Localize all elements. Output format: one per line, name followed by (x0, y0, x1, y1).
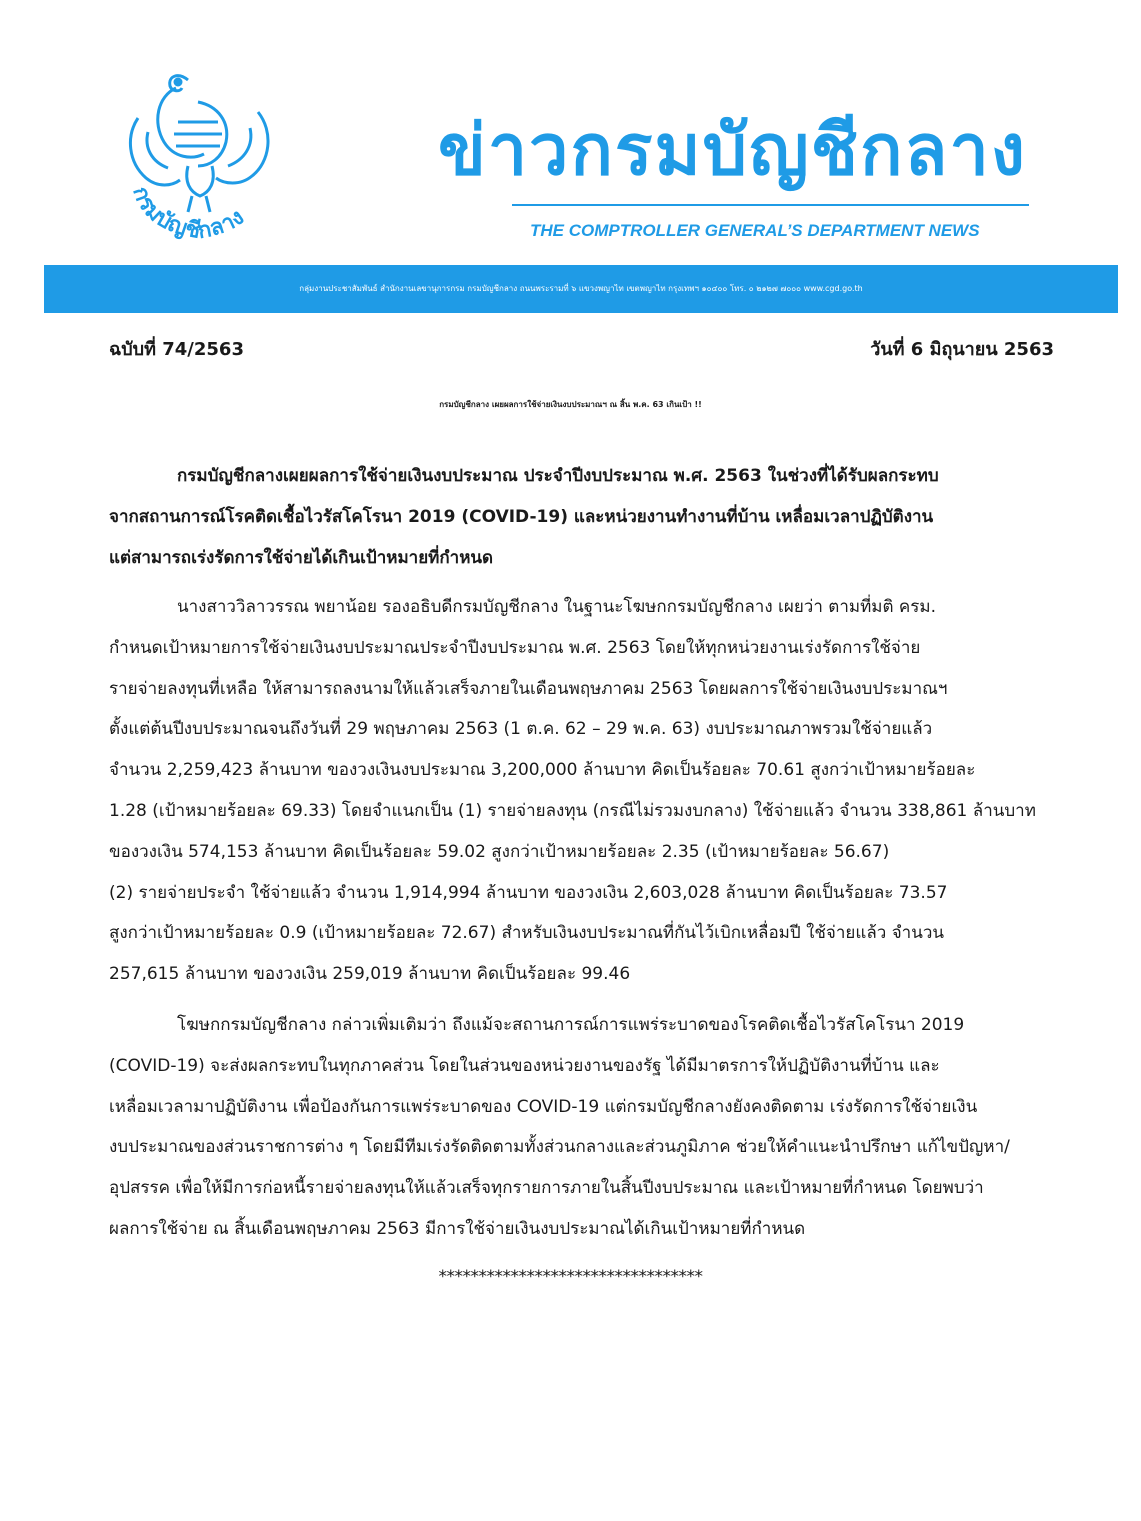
masthead-title: ข่าวกรมบัญชีกลาง (438, 109, 1027, 191)
issue-number: ฉบับที่ 74/2563 (109, 339, 244, 360)
paragraph-line: (2) รายจ่ายประจำ ใช้จ่ายแล้ว จำนวน 1,914,994 ล้านบาท ของวงเงิน 2,603,028 ล้านบาท คิดเป็นร้อยละ 73.57 (109, 882, 948, 903)
logo-text: กรมบัญชีกลาง (127, 183, 249, 244)
paragraph-line: โฆษกกรมบัญชีกลาง กล่าวเพิ่มเติมว่า ถึงแม้จะสถานการณ์การแพร่ระบาดของโรคติดเชื้อไวรัสโคโรนา 2019 (177, 1015, 965, 1035)
paragraph-line: จำนวน 2,259,423 ล้านบาท ของวงเงินงบประมาณ 3,200,000 ล้านบาท คิดเป็นร้อยละ 70.61 สูงกว่าเป้าหมายร้อยละ (109, 760, 976, 781)
paragraph-line: งบประมาณของส่วนราชการต่าง ๆ โดยมีทีมเร่งรัดติดตามทั้งส่วนกลางและส่วนภูมิภาค ช่วยให้คำแนะนำปรึกษา แก้ไขปัญหา/ (109, 1137, 1010, 1158)
paragraph-line: นางสาววิลาวรรณ พยาน้อย รองอธิบดีกรมบัญชีกลาง ในฐานะโฆษกกรมบัญชีกลาง เผยว่า ตามที่มติ ครม. (177, 597, 937, 617)
cgd-logo (118, 62, 280, 244)
body-paragraph-2 (109, 1005, 1055, 1250)
paragraph-line: 1.28 (เป้าหมายร้อยละ 69.33) โดยจำแนกเป็น (1) รายจ่ายลงทุน (กรณีไม่รวมงบกลาง) ใช้จ่ายแล้ว จำนวน 338,861 ล้านบาท (109, 800, 1036, 821)
paragraph-line: (COVID-19) จะส่งผลกระทบในทุกภาคส่วน โดยในส่วนของหน่วยงานของรัฐ ได้มีมาตรการให้ปฏิบัติงานที่บ้าน และ (109, 1055, 940, 1076)
contact-bar: กลุ่มงานประชาสัมพันธ์ สำนักงานเลขานุการกรม กรมบัญชีกลาง ถนนพระรามที่ ๖ แขวงพญาไท เขตพญาไท กรุงเทพฯ ๑๐๔๐๐ โทร. ๐ ๒๑๒๗ ๗๐๐๐ www.cgd.go.th (44, 265, 1118, 313)
paragraph-line: ของวงเงิน 574,153 ล้านบาท คิดเป็นร้อยละ 59.02 สูงกว่าเป้าหมายร้อยละ 2.35 (เป้าหมายร้อยละ 56.67) (109, 841, 890, 862)
body-paragraph-1 (109, 587, 1055, 995)
paragraph-line: กำหนดเป้าหมายการใช้จ่ายเงินงบประมาณประจำปีงบประมาณ พ.ศ. 2563 โดยให้ทุกหน่วยงานเร่งรัดการใช้จ่าย (109, 637, 921, 658)
paragraph-line: เหลื่อมเวลามาปฏิบัติงาน เพื่อป้องกันการแพร่ระบาดของ COVID-19 แต่กรมบัญชีกลางยังคงติดตาม เร่งรัดการใช้จ่ายเงิน (109, 1096, 978, 1117)
garuda-emblem-icon (118, 62, 280, 244)
masthead-divider (512, 204, 1029, 206)
lead-line: กรมบัญชีกลางเผยผลการใช้จ่ายเงินงบประมาณ ประจำปีงบประมาณ พ.ศ. 2563 ในช่วงที่ได้รับผลกระทบ (177, 466, 939, 486)
end-of-document-marker: ********************************* (438, 1267, 703, 1287)
paragraph-line: ผลการใช้จ่าย ณ สิ้นเดือนพฤษภาคม 2563 มีการใช้จ่ายเงินงบประมาณได้เกินเป้าหมายที่กำหนด (109, 1218, 806, 1239)
paragraph-line: 257,615 ล้านบาท ของวงเงิน 259,019 ล้านบาท คิดเป็นร้อยละ 99.46 (109, 964, 631, 985)
paragraph-line: รายจ่ายลงทุนที่เหลือ ให้สามารถลงนามให้แล้วเสร็จภายในเดือนพฤษภาคม 2563 โดยผลการใช้จ่ายเงินงบประมาณฯ (109, 678, 948, 699)
headline: กรมบัญชีกลาง เผยผลการใช้จ่ายเงินงบประมาณฯ ณ สิ้น พ.ค. 63 เกินเป้า !! (439, 400, 702, 409)
masthead-english-title: THE COMPTROLLER GENERAL’S DEPARTMENT NEWS (530, 221, 980, 240)
issue-date: วันที่ 6 มิถุนายน 2563 (870, 339, 1054, 360)
paragraph-line: สูงกว่าเป้าหมายร้อยละ 0.9 (เป้าหมายร้อยละ 72.67) สำหรับเงินงบประมาณที่กันไว้เบิกเหลื่อมปี ใช้จ่ายแล้ว จำนวน (109, 923, 945, 944)
paragraph-line: อุปสรรค เพื่อให้มีการก่อหนี้รายจ่ายลงทุนให้แล้วเสร็จทุกรายการภายในสิ้นปีงบประมาณ และเป้าหมายที่กำหนด โดยพบว่า (109, 1178, 984, 1199)
lead-paragraph (109, 456, 1055, 579)
lead-line: จากสถานการณ์โรคติดเชื้อไวรัสโคโรนา 2019 (COVID-19) และหน่วยงานทำงานที่บ้าน เหลื่อมเวลาปฏิบัติงาน (109, 507, 934, 527)
paragraph-line: ตั้งแต่ต้นปีงบประมาณจนถึงวันที่ 29 พฤษภาคม 2563 (1 ต.ค. 62 – 29 พ.ค. 63) งบประมาณภาพรวมใช้จ่ายแล้ว (109, 719, 933, 740)
lead-line: แต่สามารถเร่งรัดการใช้จ่ายได้เกินเป้าหมายที่กำหนด (109, 548, 494, 568)
